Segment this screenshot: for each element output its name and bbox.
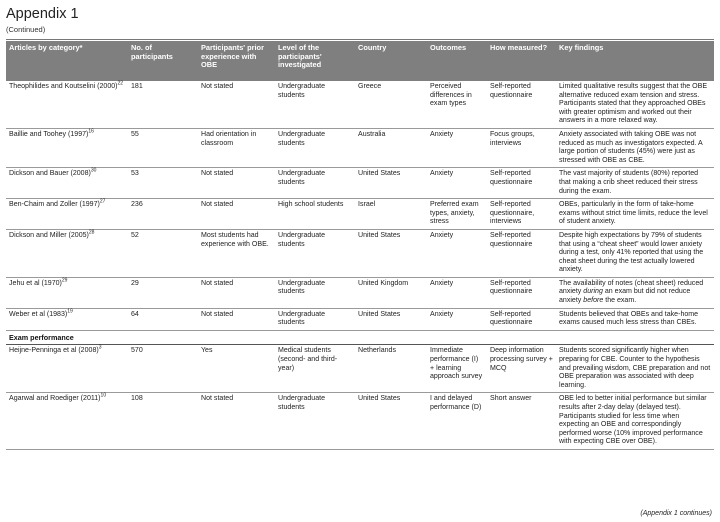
table-row xyxy=(6,199,714,230)
column-header-prior-experience: Participants' prior experience with OBE xyxy=(198,41,275,81)
prior-cell: Not stated xyxy=(198,308,275,330)
country-cell: Netherlands xyxy=(355,345,427,393)
continues-note: (Appendix 1 continues) xyxy=(640,510,712,517)
country-cell: Israel xyxy=(355,199,427,230)
level-cell: Undergraduate students xyxy=(275,128,355,167)
prior-cell: Had orientation in classroom xyxy=(198,128,275,167)
findings-cell: OBEs, particularly in the form of take-home exams without strict time limits, reduce the level of student anxiety. xyxy=(556,199,714,230)
page-subtitle: (Continued) xyxy=(6,25,46,34)
table-row xyxy=(6,277,714,308)
findings-cell: The availability of notes (cheat sheet) reduced anxiety during an exam but did not reduce anxiety before the exam. xyxy=(556,277,714,308)
article-cell: Jehu et al $(1970)^{29}$ xyxy=(6,277,128,308)
measured-cell: Self-reported questionnaire xyxy=(487,229,556,277)
page-title: Appendix 1 xyxy=(6,6,79,22)
measured-cell: Focus groups, interviews xyxy=(487,128,556,167)
table-row xyxy=(6,229,714,277)
level-cell: Medical students (second- and third-year) xyxy=(275,345,355,393)
country-cell: United States xyxy=(355,168,427,199)
article-cell: Ben-Chaim and Zoller $(1997)^{27}$ xyxy=(6,199,128,230)
measured-cell: Self-reported questionnaire xyxy=(487,168,556,199)
column-header-country: Country xyxy=(355,41,427,81)
country-cell: Greece xyxy=(355,81,427,128)
findings-cell: Despite high expectations by 79% of students that using a “cheat sheet” would lower anxiety during a test, only 41% reported that using the cheat sheet during the test actually lowered anxiety. xyxy=(556,229,714,277)
article-cell: Heijne-Penninga et al $(2008)^3$ xyxy=(6,345,128,393)
outcomes-cell: Anxiety xyxy=(427,229,487,277)
participants-cell: 64 xyxy=(128,308,198,330)
table-row xyxy=(6,168,714,199)
level-cell: Undergraduate students xyxy=(275,81,355,128)
prior-cell: Not stated xyxy=(198,277,275,308)
section-row xyxy=(6,330,714,345)
country-cell: United States xyxy=(355,229,427,277)
column-header-how-measured: How measured? xyxy=(487,41,556,81)
findings-cell: The vast majority of students (80%) reported that making a crib sheet reduced their stress during the exam. xyxy=(556,168,714,199)
prior-cell: Yes xyxy=(198,345,275,393)
prior-cell: Not stated xyxy=(198,393,275,450)
participants-cell: 236 xyxy=(128,199,198,230)
country-cell: Australia xyxy=(355,128,427,167)
measured-cell: Self-reported questionnaire xyxy=(487,308,556,330)
article-cell: Dickson and Miller $(2005)^{28}$ xyxy=(6,229,128,277)
prior-cell: Not stated xyxy=(198,81,275,128)
prior-cell: Most students had experience with OBE. xyxy=(198,229,275,277)
participants-cell: 29 xyxy=(128,277,198,308)
table-row xyxy=(6,128,714,167)
article-cell: Theophilides and Koutselini $(2000)^{22}$ xyxy=(6,81,128,128)
participants-cell: 181 xyxy=(128,81,198,128)
section-label: Exam performance xyxy=(6,330,714,345)
outcomes-cell: Immediate performance (I) + learning approach survey xyxy=(427,345,487,393)
country-cell: United Kingdom xyxy=(355,277,427,308)
measured-cell: Self-reported questionnaire xyxy=(487,277,556,308)
outcomes-cell: Anxiety xyxy=(427,277,487,308)
article-cell: Baillie and Toohey $(1997)^{16}$ xyxy=(6,128,128,167)
table-row xyxy=(6,393,714,450)
table-row xyxy=(6,308,714,330)
column-header-participants: No. of participants xyxy=(128,41,198,81)
participants-cell: 53 xyxy=(128,168,198,199)
appendix-table xyxy=(6,41,714,450)
outcomes-cell: Preferred exam types, anxiety, stress xyxy=(427,199,487,230)
table-row xyxy=(6,345,714,393)
measured-cell: Self-reported questionnaire xyxy=(487,81,556,128)
level-cell: High school students xyxy=(275,199,355,230)
article-cell: Agarwal and Roediger $(2011)^{10}$ xyxy=(6,393,128,450)
level-cell: Undergraduate students xyxy=(275,229,355,277)
level-cell: Undergraduate students xyxy=(275,277,355,308)
column-header-key-findings: Key findings xyxy=(556,41,714,81)
country-cell: United States xyxy=(355,308,427,330)
column-header-article: Articles by category* xyxy=(6,41,128,81)
measured-cell: Deep information processing survey + MCQ xyxy=(487,345,556,393)
column-header-outcomes: Outcomes xyxy=(427,41,487,81)
article-cell: Weber et al $(1983)^{19}$ xyxy=(6,308,128,330)
level-cell: Undergraduate students xyxy=(275,393,355,450)
findings-cell: Students believed that OBEs and take-home exams caused much less stress than CBEs. xyxy=(556,308,714,330)
country-cell: United States xyxy=(355,393,427,450)
measured-cell: Self-reported questionnaire, interviews xyxy=(487,199,556,230)
level-cell: Undergraduate students xyxy=(275,308,355,330)
outcomes-cell: Perceived differences in exam types xyxy=(427,81,487,128)
column-header-level: Level of the participants' investigated xyxy=(275,41,355,81)
prior-cell: Not stated xyxy=(198,199,275,230)
top-rule xyxy=(6,39,714,40)
findings-cell: Limited qualitative results suggest that the OBE alternative reduced exam tension and stress. Participants stated that they approached OBEs with greater optimism and worked out their answers in a more relaxed way. xyxy=(556,81,714,128)
participants-cell: 55 xyxy=(128,128,198,167)
outcomes-cell: Anxiety xyxy=(427,128,487,167)
outcomes-cell: Anxiety xyxy=(427,308,487,330)
level-cell: Undergraduate students xyxy=(275,168,355,199)
table-row xyxy=(6,81,714,128)
findings-cell: OBE led to better initial performance but similar results after 2-day delay (delayed test). Participants studied for less time when expecting an OBE and correspondingly performed worse (10% improved performance with expecting CBE over OBE). xyxy=(556,393,714,450)
participants-cell: 52 xyxy=(128,229,198,277)
measured-cell: Short answer xyxy=(487,393,556,450)
findings-cell: Students scored significantly higher when preparing for CBE. Counter to the hypothesis and prevailing wisdom, CBE preparation and not OBE preparation was associated with deep learning. xyxy=(556,345,714,393)
outcomes-cell: Anxiety xyxy=(427,168,487,199)
participants-cell: 108 xyxy=(128,393,198,450)
article-cell: Dickson and Bauer $(2008)^{30}$ xyxy=(6,168,128,199)
outcomes-cell: I and delayed performance (D) xyxy=(427,393,487,450)
participants-cell: 570 xyxy=(128,345,198,393)
findings-cell: Anxiety associated with taking OBE was not reduced as much as investigators expected. A large portion of students (45%) were just as stressed with OBE as CBE. xyxy=(556,128,714,167)
prior-cell: Not stated xyxy=(198,168,275,199)
table-header-row xyxy=(6,41,714,81)
